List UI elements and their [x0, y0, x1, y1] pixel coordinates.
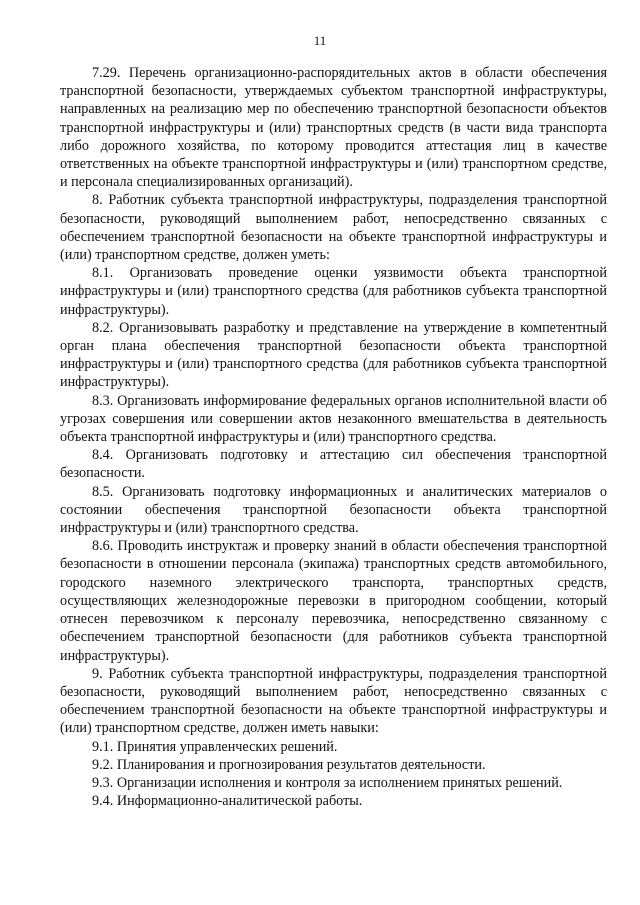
- paragraph-8: 8. Работник субъекта транспортной инфраструктуры, подразделения транспортной безопасности, руководящий выполнением работ, непосредственно связанных с обеспечением транспортной безопасности на объекте транспортной инфраструктуры и (или) транспортном средстве, должен уметь:: [60, 192, 607, 264]
- paragraph-8-5: 8.5. Организовать подготовку информационных и аналитических материалов о состоянии обеспечения транспортной безопасности объекта транспортной инфраструктуры и (или) транспортного средства.: [60, 483, 607, 537]
- paragraph-9-2: 9.2. Планирования и прогнозирования результатов деятельности.: [92, 756, 486, 773]
- paragraph-7-29: 7.29. Перечень организационно-распорядительных актов в области обеспечения транспортной безопасности, утверждаемых субъектом транспортной инфраструктуры, направленных на реализацию мер по обеспечению транспортной безопасности объектов транспортной инфраструктуры и (или) транспортных средств (в части вида транспорта либо дорожного хозяйства, по которому проводится аттестация лиц в качестве ответственных на объекте транспортной инфраструктуры и (или) транспортном средстве, и персонала специализированных организаций).: [60, 65, 607, 191]
- paragraph-8-3: 8.3. Организовать информирование федеральных органов исполнительной власти об угрозах совершения или совершении актов незаконного вмешательства в деятельность объекта транспортной инфраструктуры и (или) транспортного средства.: [60, 392, 607, 446]
- document-body: [60, 64, 607, 810]
- paragraph-9-3: 9.3. Организации исполнения и контроля за исполнением принятых решений.: [92, 774, 563, 791]
- paragraph-8-4: 8.4. Организовать подготовку и аттестацию сил обеспечения транспортной безопасности.: [60, 447, 607, 482]
- paragraph-9: 9. Работник субъекта транспортной инфраструктуры, подразделения транспортной безопасности, руководящий выполнением работ, непосредственно связанных с обеспечением транспортной безопасности на объекте транспортной инфраструктуры и (или) транспортном средстве, должен иметь навыки:: [60, 665, 607, 737]
- page-number: 11: [313, 33, 327, 48]
- paragraph-8-6: 8.6. Проводить инструктаж и проверку знаний в области обеспечения транспортной безопасности в отношении персонала (экипажа) транспортных средств автомобильного, городского наземного электрического транспорта, транспортных средств, осуществляющих железнодорожные перевозки в пригородном сообщении, который отнесен перевозчиком к персоналу перевозчика, непосредственно связанному с обеспечением транспортной безопасности (для работников субъекта транспортной инфраструктуры).: [60, 538, 607, 664]
- paragraph-9-4: 9.4. Информационно-аналитической работы.: [92, 793, 363, 810]
- paragraph-8-1: 8.1. Организовать проведение оценки уязвимости объекта транспортной инфраструктуры и (или) транспортного средства (для работников субъекта транспортной инфраструктуры).: [60, 265, 607, 318]
- paragraph-9-1: 9.1. Принятия управленческих решений.: [92, 738, 338, 755]
- paragraph-8-2: 8.2. Организовывать разработку и представление на утверждение в компетентный орган плана обеспечения транспортной безопасности объекта транспортной инфраструктуры и (или) транспортного средства (для работников субъекта транспортной инфраструктуры).: [60, 319, 607, 391]
